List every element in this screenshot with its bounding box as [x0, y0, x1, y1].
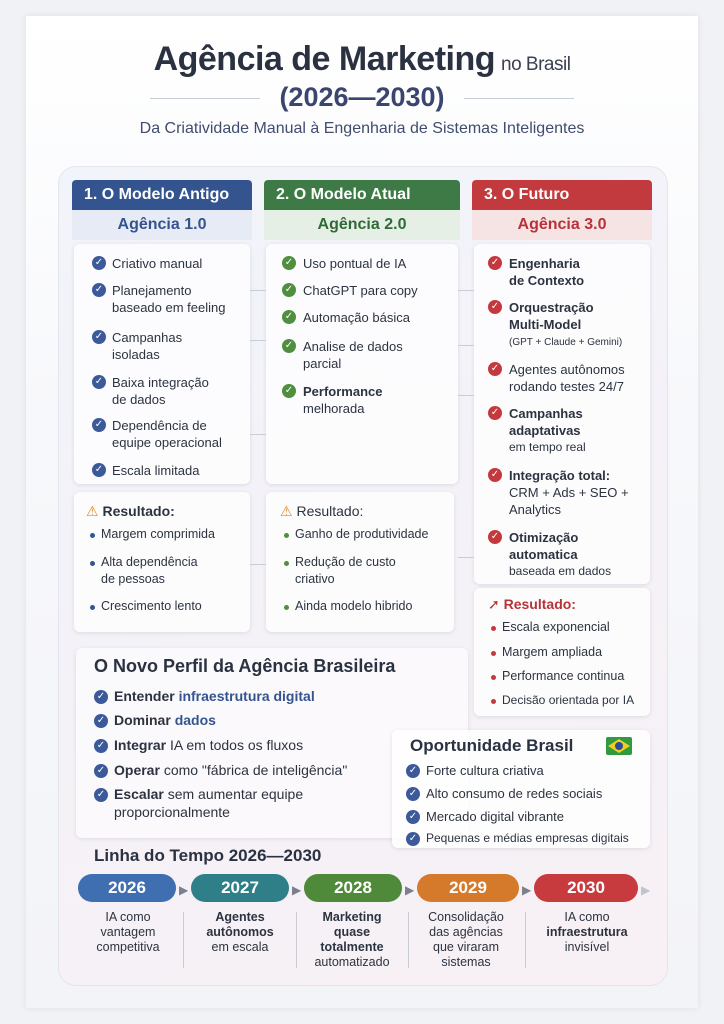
list-item: ChatGPT para copy — [303, 283, 418, 298]
result-item: Redução de custo — [295, 555, 396, 569]
warning-icon: ⚠ — [280, 503, 293, 519]
list-item: Dependência de — [112, 418, 207, 433]
bullet-icon — [491, 675, 496, 680]
check-icon: ✓ — [94, 739, 108, 753]
list-item: Uso pontual de IA — [303, 256, 407, 271]
result-item: Performance continua — [502, 669, 625, 683]
timeline-year-2030: 2030 — [534, 874, 638, 902]
list-item: Agentes autônomos — [509, 362, 625, 377]
check-icon: ✓ — [282, 256, 296, 270]
connector-arrow — [250, 340, 266, 341]
timeline-text-2026: IA como vantagem competitiva — [96, 910, 160, 954]
timeline-year-2026: 2026 — [78, 874, 176, 902]
connector-arrow — [458, 345, 474, 346]
resultado-title: ➚ Resultado: — [488, 596, 576, 612]
connector-arrow — [458, 557, 474, 558]
list-item: equipe operacional — [112, 435, 222, 450]
timeline-year-2027: 2027 — [191, 874, 289, 902]
years-range: (2026—2030) — [279, 82, 445, 112]
timeline-title: Linha do Tempo 2026—2030 — [94, 846, 322, 865]
check-icon: ✓ — [282, 283, 296, 297]
check-icon: ✓ — [488, 530, 502, 544]
list-item: Analytics — [509, 502, 562, 517]
result-item: Ganho de produtividade — [295, 527, 429, 541]
check-icon: ✓ — [406, 764, 420, 778]
check-icon: ✓ — [94, 788, 108, 802]
column-header-antigo: 1. O Modelo Antigo — [72, 180, 252, 210]
resultado-title: ⚠ Resultado: — [280, 503, 364, 519]
list-item: Orquestração — [509, 300, 594, 315]
connector-arrow — [458, 290, 474, 291]
chevron-right-icon: ▶ — [292, 883, 302, 897]
timeline-text-2027: Agentes autônomos em escala — [206, 910, 274, 954]
card-atual-items — [266, 244, 458, 484]
oportunidade-title: Oportunidade Brasil — [410, 736, 574, 755]
check-icon: ✓ — [282, 384, 296, 398]
list-item: em tempo real — [509, 440, 586, 454]
list-item: Campanhas — [509, 406, 583, 421]
result-item: criativo — [295, 572, 335, 586]
page-title: Agência de Marketing no Brasil — [153, 40, 571, 78]
check-icon: ✓ — [92, 463, 106, 477]
brazil-flag-icon — [606, 737, 632, 755]
check-icon: ✓ — [488, 468, 502, 482]
connector-arrow — [458, 395, 474, 396]
list-item: Automação básica — [303, 310, 410, 325]
chevron-right-icon: ▶ — [405, 883, 415, 897]
check-icon: ✓ — [488, 256, 502, 270]
perfil-item: Integrar IA em todos os fluxos — [114, 737, 304, 753]
list-item: CRM + Ads + SEO + — [509, 485, 629, 500]
timeline-year-2028: 2028 — [304, 874, 402, 902]
list-item: Analise de dados — [303, 339, 403, 354]
perfil-item: proporcionalmente — [114, 804, 230, 820]
column-header-atual: 2. O Modelo Atual — [264, 180, 460, 210]
check-icon: ✓ — [92, 418, 106, 432]
list-item: (GPT + Claude + Gemini) — [509, 337, 623, 348]
bullet-icon — [90, 533, 95, 538]
list-item: de dados — [112, 392, 166, 407]
list-item: Campanhas — [112, 330, 183, 345]
list-item: automatica — [509, 547, 578, 562]
list-item: Multi-Model — [509, 317, 582, 332]
check-icon: ✓ — [282, 339, 296, 353]
check-icon: ✓ — [92, 283, 106, 297]
list-item: melhorada — [303, 401, 365, 416]
check-icon: ✓ — [406, 810, 420, 824]
list-item: Performance — [303, 384, 383, 399]
list-item: Criativo manual — [112, 256, 203, 271]
perfil-title: O Novo Perfil da Agência Brasileira — [94, 656, 396, 676]
list-item: Otimização — [509, 530, 579, 545]
check-icon: ✓ — [92, 256, 106, 270]
connector-arrow — [250, 564, 266, 565]
warning-icon: ⚠ — [86, 503, 99, 519]
timeline-year-2029: 2029 — [417, 874, 519, 902]
bullet-icon — [90, 561, 95, 566]
result-item: Ainda modelo hibrido — [295, 599, 413, 613]
check-icon: ✓ — [94, 714, 108, 728]
bullet-icon — [491, 626, 496, 631]
bullet-icon — [90, 605, 95, 610]
bullet-icon — [491, 651, 496, 656]
list-item: adaptativas — [509, 423, 581, 438]
result-item: Margem ampliada — [502, 645, 603, 659]
divider — [183, 912, 184, 968]
divider — [296, 912, 297, 968]
divider — [525, 912, 526, 968]
bullet-icon — [284, 533, 289, 538]
list-item: baseada em dados — [509, 564, 612, 578]
chevron-right-icon: ▶ — [522, 883, 532, 897]
list-item: baseado em feeling — [112, 300, 226, 315]
check-icon: ✓ — [94, 690, 108, 704]
connector-arrow — [250, 434, 266, 435]
check-icon: ✓ — [488, 362, 502, 376]
perfil-item: Operar como "fábrica de inteligência" — [114, 762, 348, 778]
divider — [408, 912, 409, 968]
list-item: de Contexto — [509, 273, 585, 288]
result-item: Escala exponencial — [502, 620, 610, 634]
rocket-icon: ➚ — [488, 596, 500, 612]
perfil-item: Escalar sem aumentar equipe — [114, 786, 304, 802]
perfil-item: Dominar dados — [114, 712, 216, 728]
timeline-text-2028: Marketing quase totalmente automatizado — [314, 910, 390, 969]
result-item: de pessoas — [101, 572, 165, 586]
result-item: Margem comprimida — [101, 527, 215, 541]
check-icon: ✓ — [406, 787, 420, 801]
check-icon: ✓ — [282, 310, 296, 324]
timeline-text-2029: Consolidação das agências que viraram sistemas — [428, 910, 504, 969]
oportunidade-item: Mercado digital vibrante — [426, 809, 565, 824]
oportunidade-item: Forte cultura criativa — [426, 763, 544, 778]
list-item: Planejamento — [112, 283, 192, 298]
column-sub-futuro: Agência 3.0 — [472, 210, 652, 240]
list-item: Integração total: — [509, 468, 611, 483]
list-item: Baixa integração — [112, 375, 209, 390]
chevron-right-icon: ▶ — [641, 883, 651, 897]
result-item: Crescimento lento — [101, 599, 202, 613]
check-icon: ✓ — [488, 300, 502, 314]
column-header-futuro: 3. O Futuro — [472, 180, 652, 210]
list-item: parcial — [303, 356, 342, 371]
connector-arrow — [250, 290, 266, 291]
resultado-title: ⚠ Resultado: — [86, 503, 175, 519]
column-sub-antigo: Agência 1.0 — [72, 210, 252, 240]
list-item: isoladas — [112, 347, 160, 362]
check-icon: ✓ — [92, 375, 106, 389]
bullet-icon — [284, 605, 289, 610]
oportunidade-item: Pequenas e médias empresas digitais — [426, 831, 629, 845]
perfil-item: Entender infraestrutura digital — [114, 688, 315, 704]
oportunidade-item: Alto consumo de redes sociais — [426, 786, 603, 801]
check-icon: ✓ — [92, 330, 106, 344]
result-item: Alta dependência — [101, 555, 198, 569]
page-subtitle: Da Criatividade Manual à Engenharia de Sistemas Inteligentes — [139, 120, 585, 137]
timeline-text-2030: IA como infraestrutura invisível — [546, 910, 628, 954]
list-item: Escala limitada — [112, 463, 200, 478]
check-icon: ✓ — [488, 406, 502, 420]
column-sub-atual: Agência 2.0 — [264, 210, 460, 240]
result-item: Decisão orientada por IA — [502, 693, 635, 707]
check-icon: ✓ — [406, 832, 420, 846]
bullet-icon — [284, 561, 289, 566]
chevron-right-icon: ▶ — [179, 883, 189, 897]
check-icon: ✓ — [94, 764, 108, 778]
list-item: rodando testes 24/7 — [509, 379, 624, 394]
bullet-icon — [491, 699, 496, 704]
list-item: Engenharia — [509, 256, 580, 271]
